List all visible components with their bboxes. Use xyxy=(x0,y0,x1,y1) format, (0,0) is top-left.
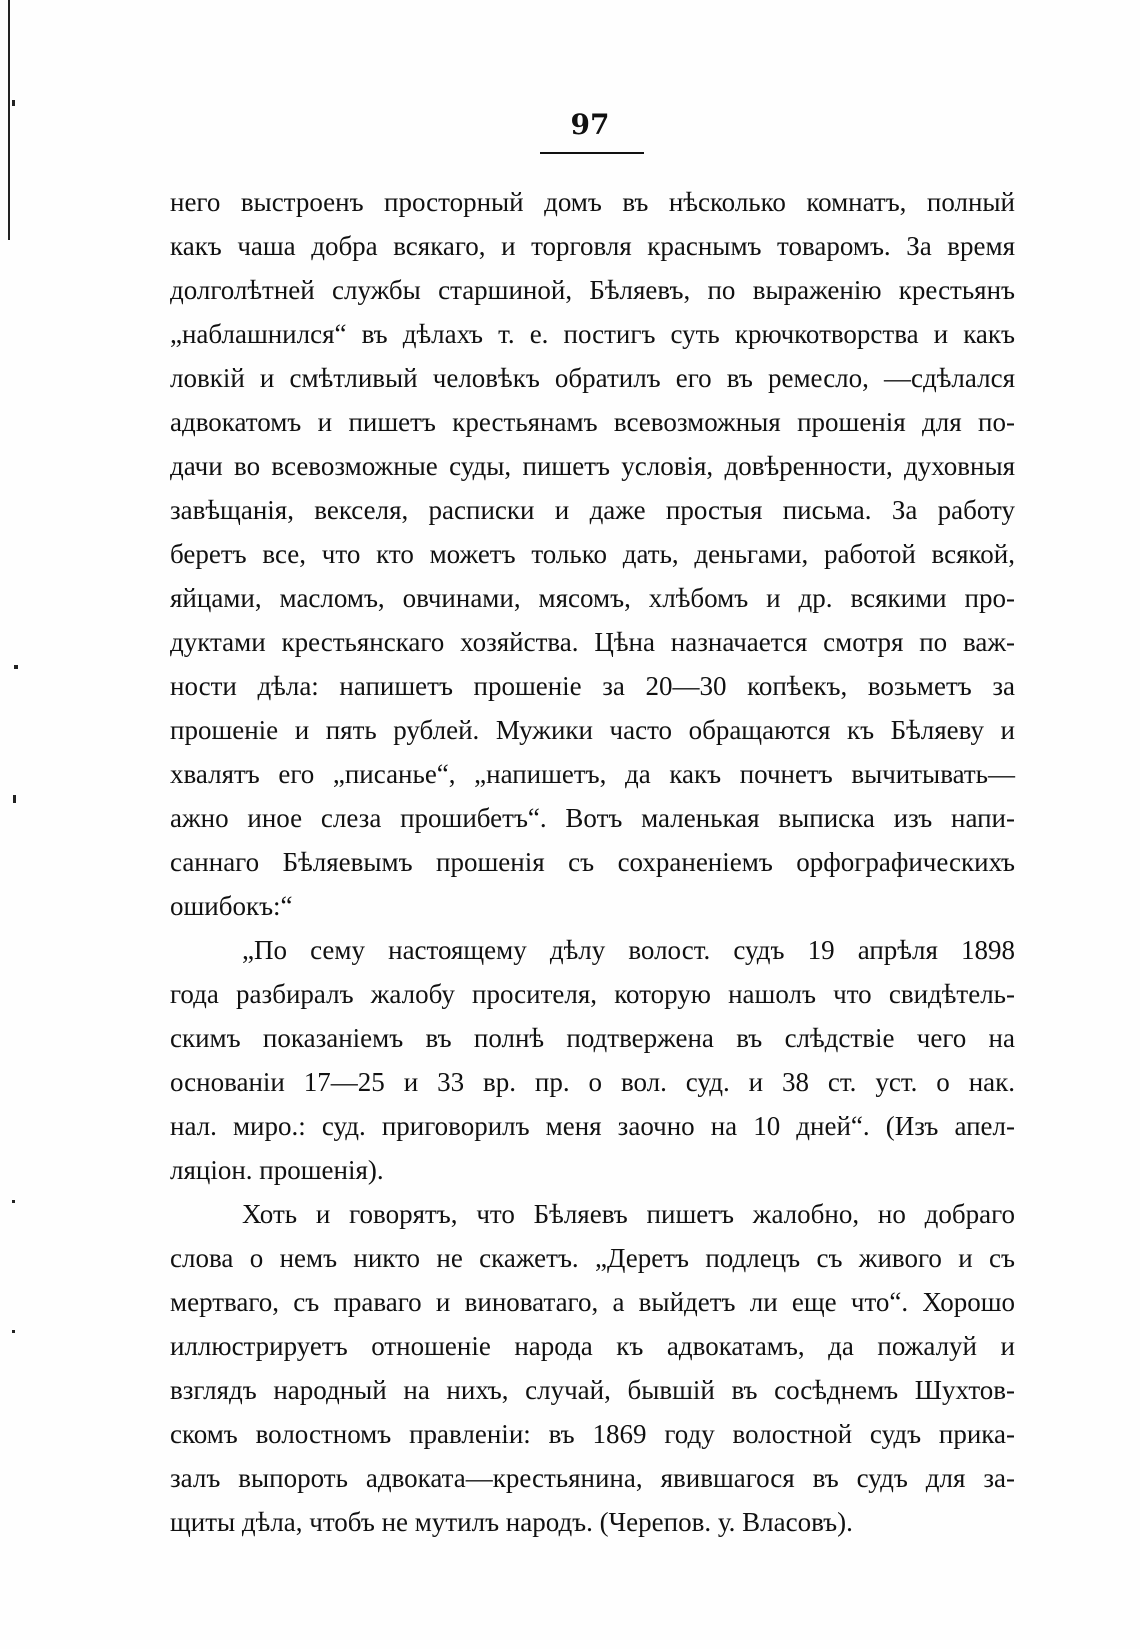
text-line: залъ выпороть адвоката—крестьянина, явившагося въ судъ для за- xyxy=(170,1463,1015,1493)
scan-edge-mark xyxy=(13,795,16,803)
text-line: него выстроенъ просторный домъ въ нѣсколько комнатъ, полный xyxy=(170,187,1015,217)
body-text xyxy=(170,180,1015,1544)
text-line: дуктами крестьянскаго хозяйства. Цѣна назначается смотря по важ- xyxy=(170,627,1015,657)
text-line: завѣщанія, векселя, расписки и даже простыя письма. За работу xyxy=(170,495,1015,525)
text-line: ошибокъ:“ xyxy=(170,891,293,921)
text-line: адвокатомъ и пишетъ крестьянамъ всевозможныя прошенія для по- xyxy=(170,407,1015,437)
text-line: хвалятъ его „писанье“, „напишетъ, да какъ почнетъ вычитывать— xyxy=(170,759,1015,789)
text-line: щиты дѣла, чтобъ не мутилъ народъ. (Черепов. у. Власовъ). xyxy=(170,1507,853,1537)
text-line: ности дѣла: напишетъ прошеніе за 20—30 копѣекъ, возьметъ за xyxy=(170,671,1015,701)
text-line: иллюстрируетъ отношеніе народа къ адвокатамъ, да пожалуй и xyxy=(170,1331,1015,1361)
text-line: слова о немъ никто не скажетъ. „Деретъ подлецъ съ живого и съ xyxy=(170,1243,1015,1273)
scan-edge-mark xyxy=(8,0,10,240)
text-line: взглядъ народный на нихъ, случай, бывшій въ сосѣднемъ Шухтов- xyxy=(170,1375,1015,1405)
text-line: ловкій и смѣтливый человѣкъ обратилъ его въ ремесло, —сдѣлался xyxy=(170,363,1015,393)
scan-edge-mark xyxy=(14,665,18,669)
page-number: 97 xyxy=(570,108,610,141)
text-line: „наблашнился“ въ дѣлахъ т. е. постигъ суть крючкотворства и какъ xyxy=(170,319,1015,349)
text-line: прошеніе и пять рублей. Мужики часто обращаются къ Бѣляеву и xyxy=(170,715,1015,745)
text-line: долголѣтней службы старшиной, Бѣляевъ, по выраженію крестьянъ xyxy=(170,275,1015,305)
text-line: скимъ показаніемъ въ полнѣ подтвержена въ слѣдствіе чего на xyxy=(170,1023,1015,1053)
text-line: скомъ волостномъ правленіи: въ 1869 году волостной судъ прика- xyxy=(170,1419,1015,1449)
text-line: нал. миро.: суд. приговорилъ меня заочно на 10 дней“. (Изъ апел- xyxy=(170,1111,1015,1141)
text-line: ажно иное слеза прошибетъ“. Вотъ маленькая выписка изъ напи- xyxy=(170,803,1015,833)
text-line: „По сему настоящему дѣлу волост. судъ 19 апрѣля 1898 xyxy=(242,935,1015,965)
text-line: года разбиралъ жалобу просителя, которую нашолъ что свидѣтель- xyxy=(170,979,1015,1009)
scan-edge-mark xyxy=(12,1330,15,1333)
text-line: саннаго Бѣляевымъ прошенія съ сохраненіемъ орфографическихъ xyxy=(170,847,1015,877)
text-line: Хоть и говорятъ, что Бѣляевъ пишетъ жалобно, но добраго xyxy=(242,1199,1015,1229)
page-number-rule xyxy=(540,152,644,154)
text-line: основаніи 17—25 и 33 вр. пр. о вол. суд. и 38 ст. уст. о нак. xyxy=(170,1067,1015,1097)
scan-edge-mark xyxy=(12,1200,15,1203)
text-line: ляціон. прошенія). xyxy=(170,1155,384,1185)
text-line: беретъ все, что кто можетъ только дать, деньгами, работой всякой, xyxy=(170,539,1015,569)
text-line: яйцами, масломъ, овчинами, мясомъ, хлѣбомъ и др. всякими про- xyxy=(170,583,1015,613)
scan-edge-mark xyxy=(12,100,15,106)
text-line: дачи во всевозможные суды, пишетъ условія, довѣренности, духовныя xyxy=(170,451,1015,481)
text-line: мертваго, съ праваго и виноватаго, а выйдетъ ли еще что“. Хорошо xyxy=(170,1287,1015,1317)
text-line: какъ чаша добра всякаго, и торговля краснымъ товаромъ. За время xyxy=(170,231,1015,261)
